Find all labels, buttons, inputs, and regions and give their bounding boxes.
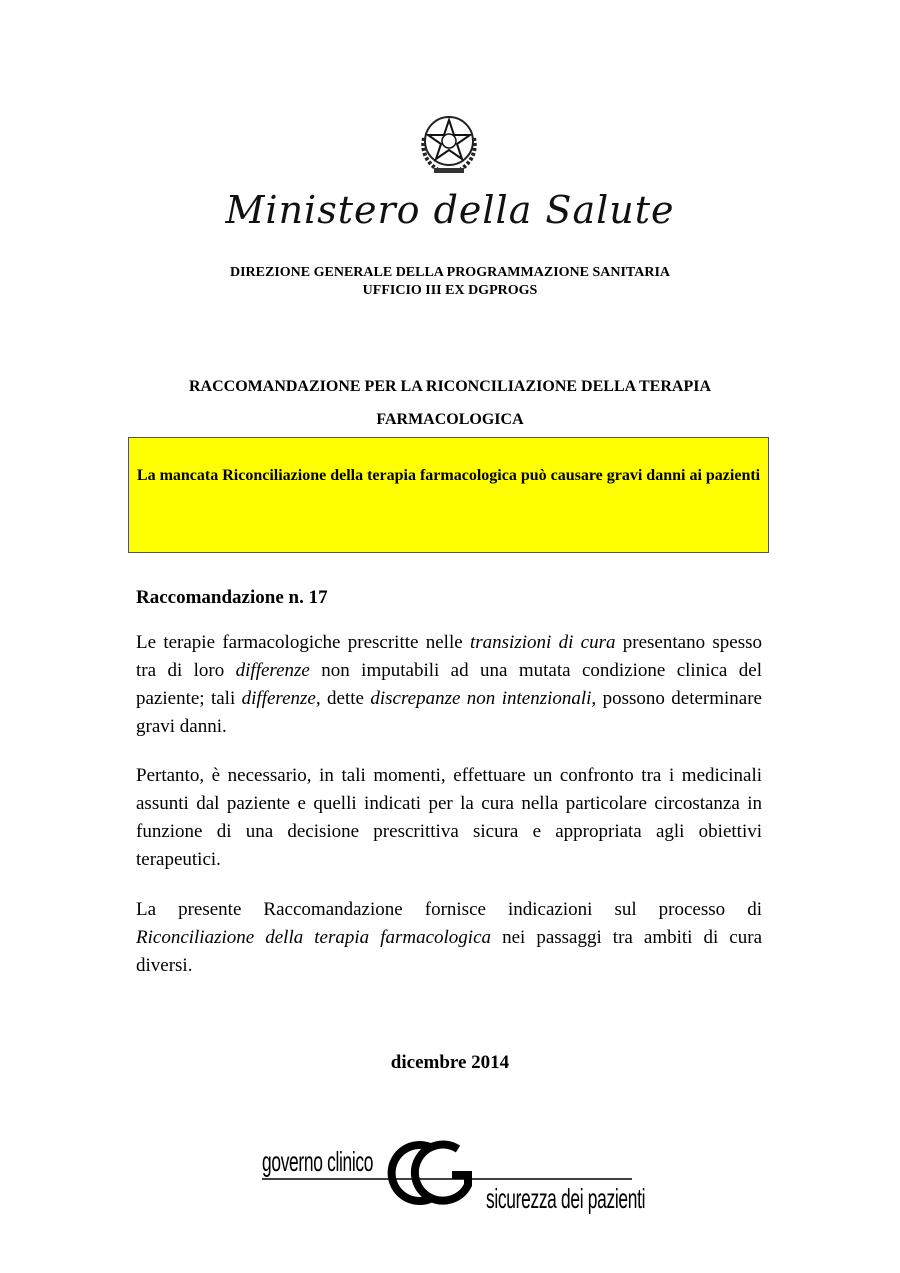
- paragraph-1-text: presentano spesso tra di loro: [136, 632, 762, 681]
- department-line-1: DIREZIONE GENERALE DELLA PROGRAMMAZIONE SANITARIA: [229, 265, 671, 280]
- ministry-name: Ministero della Salute: [225, 188, 675, 232]
- paragraph-1-text: possono determinare gravi danni.: [136, 688, 762, 737]
- italian-republic-emblem-icon: [412, 108, 486, 178]
- department-heading: [0, 264, 900, 300]
- paragraph-1-text: Le terapie farmacologiche prescritte nelle: [136, 632, 470, 653]
- paragraph-3: [136, 896, 762, 980]
- paragraph-1-italic: differenze,: [241, 688, 321, 709]
- paragraph-1: [136, 629, 762, 741]
- paragraph-3-text: La presente Raccomandazione fornisce indicazioni sul processo di: [136, 899, 762, 920]
- publication-date: dicembre 2014: [390, 1052, 510, 1073]
- recommendation-title-line-2: FARMACOLOGICA: [376, 411, 524, 428]
- paragraph-1-italic: transizioni di cura: [469, 632, 616, 653]
- paragraph-1-text: non imputabili ad una mutata condizione clinica del paziente; tali: [136, 660, 762, 709]
- paragraph-2: Pertanto, è necessario, in tali momenti, effettuare un confronto tra i medicinali assunti dal paziente e quelli indicati per la cura nella particolare circostanza in funzione di una decisione prescrittiva sicura e appropriata agli obiettivi terapeutici.: [136, 765, 762, 870]
- recommendation-title-line-1: RACCOMANDAZIONE PER LA RICONCILIAZIONE DELLA TERAPIA: [189, 378, 711, 395]
- paragraph-3-italic: Riconciliazione della terapia farmacologica: [136, 927, 492, 948]
- recommendation-title: [0, 370, 900, 436]
- department-line-2: UFFICIO III EX DGPROGS: [362, 283, 538, 298]
- logo-text-sicurezza-pazienti: sicurezza dei pazienti: [486, 1183, 646, 1214]
- warning-box: [128, 437, 769, 553]
- recommendation-number: Raccomandazione n. 17: [136, 587, 328, 608]
- paragraph-1-italic: discrepanze non intenzionali,: [370, 688, 597, 709]
- logo-text-governo-clinico: governo clinico: [262, 1146, 374, 1177]
- paragraph-3-text: nei passaggi tra ambiti di cura diversi.: [136, 927, 762, 976]
- paragraph-1-text: dette: [320, 688, 371, 709]
- paragraph-1-italic: differenze: [235, 660, 310, 681]
- warning-text: La mancata Riconciliazione della terapia farmacologica può causare gravi danni ai pazienti: [136, 467, 761, 484]
